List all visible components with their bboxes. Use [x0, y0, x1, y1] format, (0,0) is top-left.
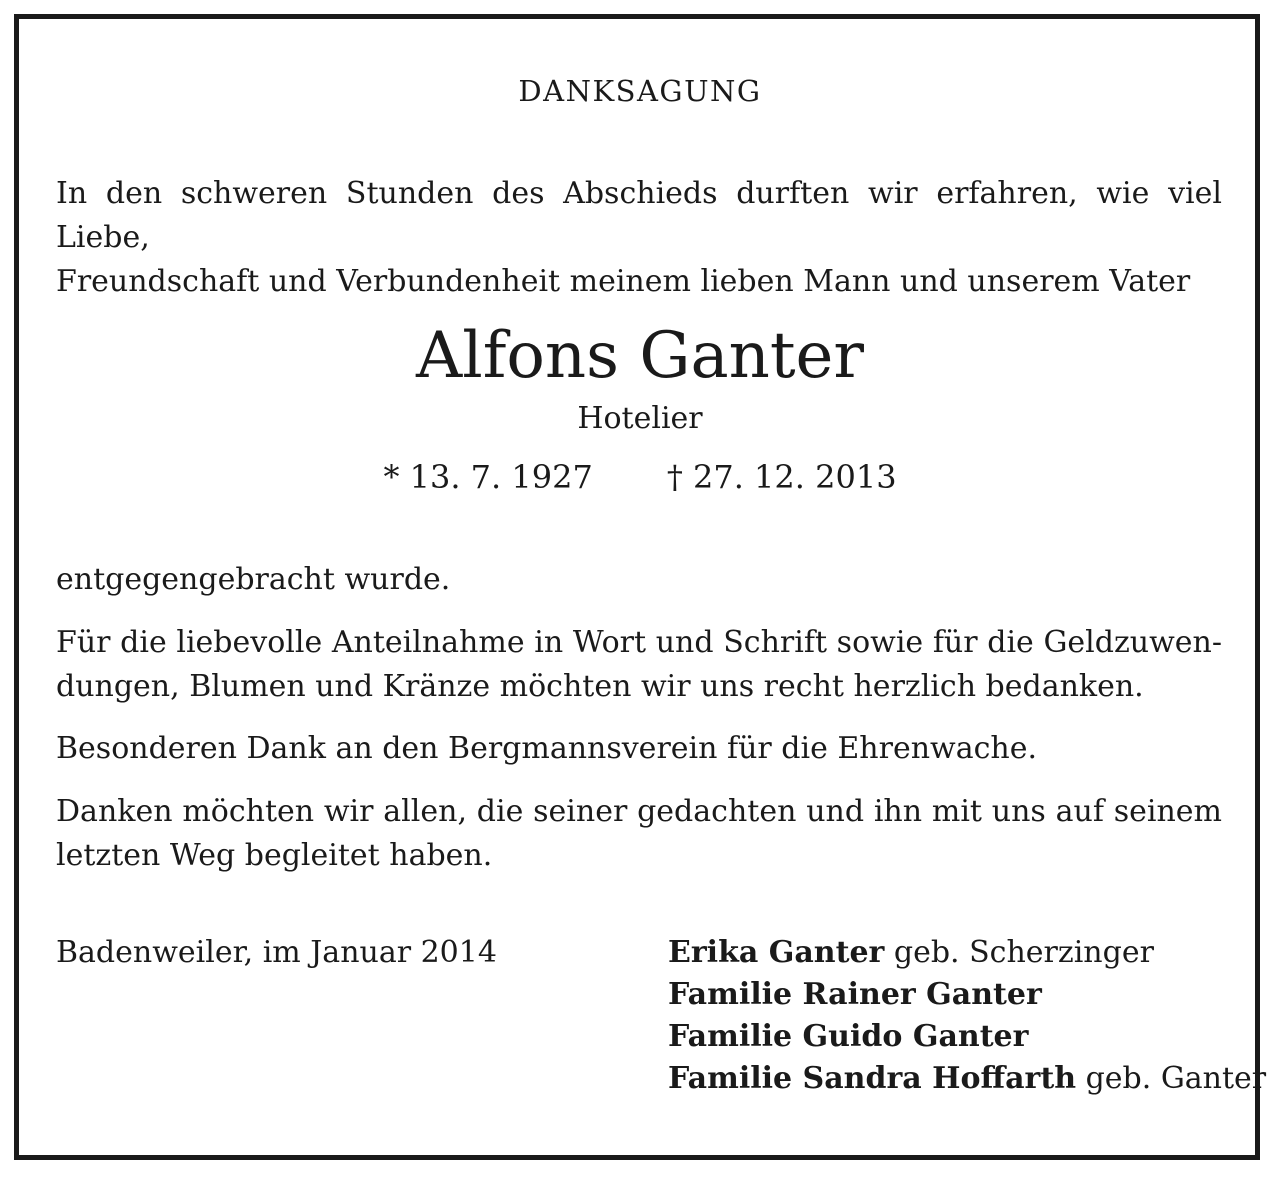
signer-entry: Erika Ganter geb. Scherzinger — [668, 935, 1154, 970]
continuation-text: entgegengebracht wurde. — [56, 562, 451, 597]
thanks1-line-2: dungen, Blumen und Kränze möchten wir uns recht herzlich bedanken. — [56, 669, 1144, 704]
birth-date: * 13. 7. 1927 — [383, 458, 593, 496]
thanks-paragraph-1 — [56, 621, 1222, 709]
deceased-name: Alfons Ganter — [416, 319, 864, 393]
deceased-occupation: Hotelier — [577, 401, 703, 436]
notice-heading: DANKSAGUNG — [518, 74, 762, 108]
thanks-paragraph-3 — [56, 790, 1222, 878]
place-and-date: Badenweiler, im Januar 2014 — [56, 935, 497, 970]
signer-entry: Familie Sandra Hoffarth geb. Ganter — [668, 1061, 1267, 1096]
thanks3-line-2: letzten Weg begleitet haben. — [56, 838, 493, 873]
thanks3-line-1: Danken möchten wir allen, die seiner gedachten und ihn mit uns auf seinem — [56, 794, 1222, 829]
thanks-paragraph-2: Besonderen Dank an den Bergmannsverein für die Ehrenwache. — [56, 731, 1037, 766]
signer-entry: Familie Guido Ganter — [668, 1019, 1029, 1054]
intro-line-2: Freundschaft und Verbundenheit meinem lieben Mann und unserem Vater — [56, 264, 1191, 299]
thanks1-line-1: Für die liebevolle Anteilnahme in Wort und Schrift sowie für die Geldzuwen- — [56, 625, 1222, 660]
intro-paragraph — [56, 172, 1222, 304]
signer-entry: Familie Rainer Ganter — [668, 977, 1042, 1012]
life-dates — [0, 455, 1280, 499]
death-date: † 27. 12. 2013 — [666, 458, 897, 496]
signers-list — [668, 932, 1266, 1100]
intro-line-1: In den schweren Stunden des Abschieds durften wir erfahren, wie viel Liebe, — [56, 176, 1222, 255]
